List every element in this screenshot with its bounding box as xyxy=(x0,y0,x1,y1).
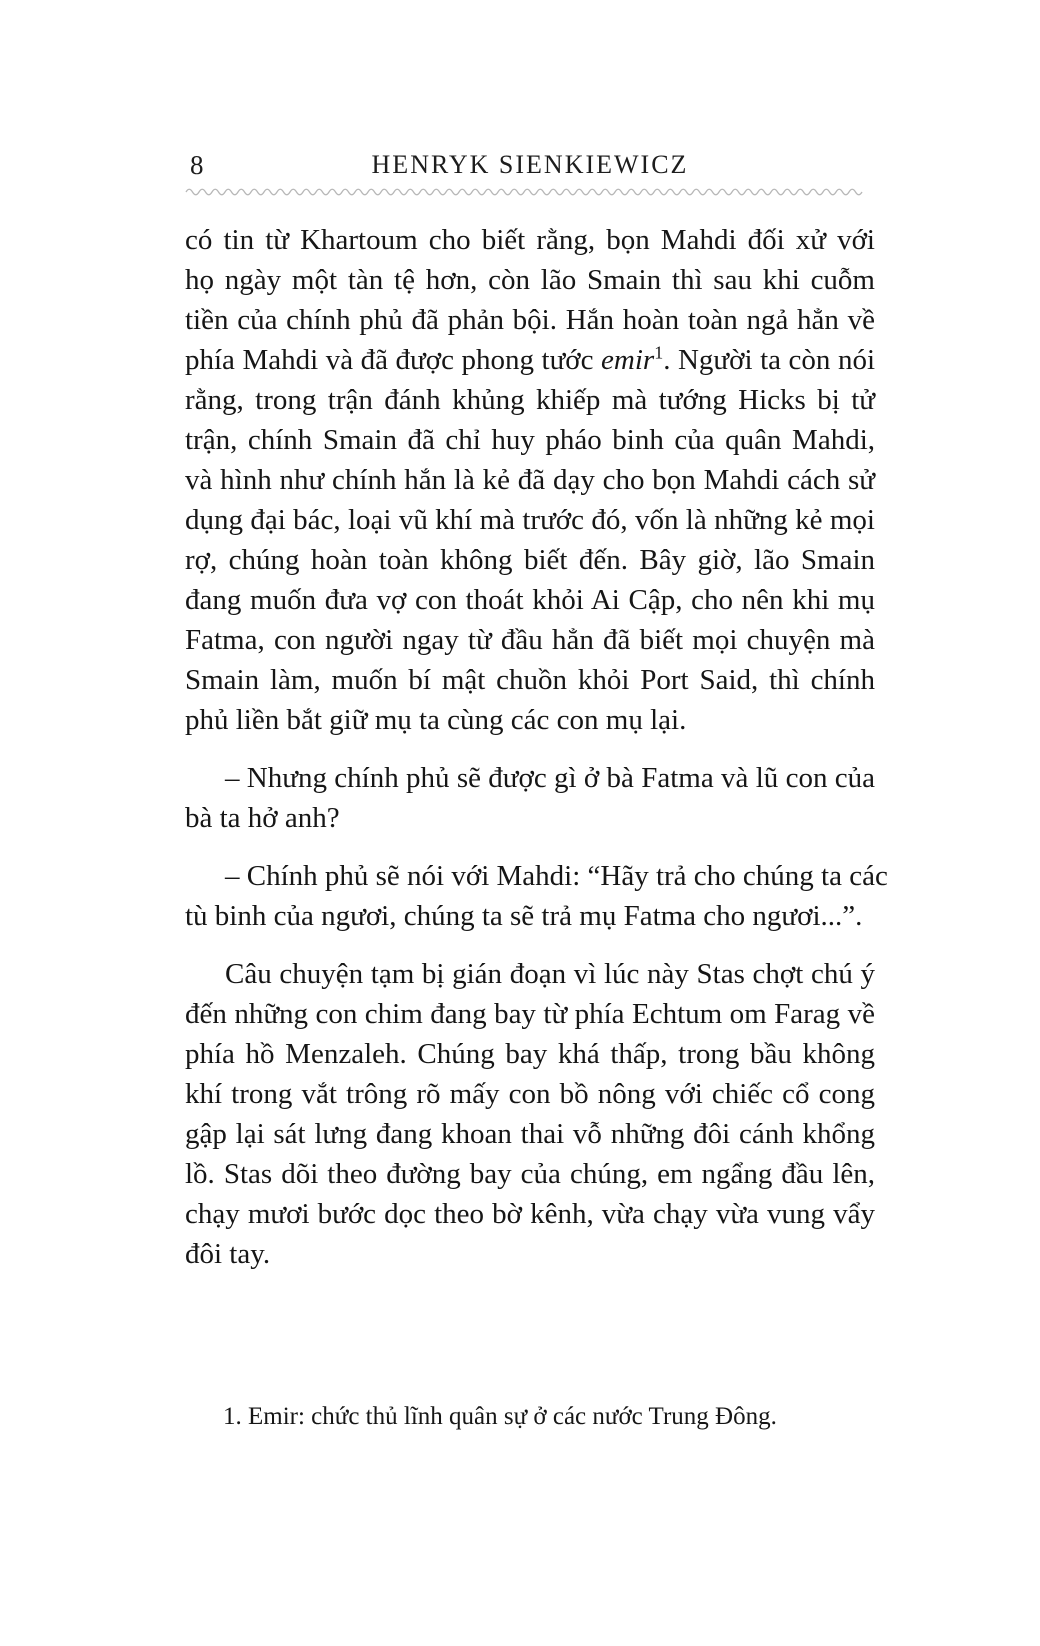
text-line: đến những con chim đang bay từ phía Echtum om Farag về xyxy=(185,998,875,1030)
wavy-divider-rule xyxy=(185,186,863,198)
text-line: đôi tay. xyxy=(185,1238,271,1270)
text-line: Fatma, con người ngay từ đầu hẳn đã biết mọi chuyện mà xyxy=(185,624,875,656)
text-line: gập lại sát lưng đang khoan thai vỗ những đôi cánh khổng xyxy=(185,1118,875,1150)
text-line: Câu chuyện tạm bị gián đoạn vì lúc này Stas chợt chú ý xyxy=(225,958,875,990)
paragraph xyxy=(185,220,875,740)
text-line: dụng đại bác, loại vũ khí mà trước đó, vốn là những kẻ mọi xyxy=(185,504,875,536)
running-head: HENRYK SIENKIEWICZ xyxy=(371,150,689,179)
paragraph xyxy=(185,758,875,838)
text-line: tiền của chính phủ đã phản bội. Hắn hoàn toàn ngả hẳn về xyxy=(185,304,875,336)
text-line: – Nhưng chính phủ sẽ được gì ở bà Fatma và lũ con của xyxy=(225,762,875,794)
text-line: khí trong vắt trông rõ mấy con bồ nông với chiếc cổ cong xyxy=(185,1078,875,1110)
page-number: 8 xyxy=(190,150,204,180)
text-line: phía Mahdi và đã được phong tước emir$^1$. Người ta còn nói xyxy=(185,342,876,376)
text-line: có tin từ Khartoum cho biết rằng, bọn Mahdi đối xử với xyxy=(185,224,875,256)
footnote-text: 1. Emir: chức thủ lĩnh quân sự ở các nước Trung Đông. xyxy=(223,1403,777,1430)
paragraph xyxy=(185,954,875,1274)
page-header xyxy=(185,148,875,182)
text-line: Smain làm, muốn bí mật chuồn khỏi Port Said, thì chính xyxy=(185,664,875,696)
text-line: trận, chính Smain đã chỉ huy pháo binh của quân Mahdi, xyxy=(185,424,875,456)
text-line: – Chính phủ sẽ nói với Mahdi: “Hãy trả cho chúng ta các xyxy=(225,860,888,892)
text-line: tù binh của ngươi, chúng ta sẽ trả mụ Fatma cho ngươi...”. xyxy=(185,900,863,932)
text-line: đang muốn đưa vợ con thoát khỏi Ai Cập, cho nên khi mụ xyxy=(185,584,875,616)
text-line: lồ. Stas dõi theo đường bay của chúng, em ngẩng đầu lên, xyxy=(185,1158,875,1190)
text-line: rợ, chúng hoàn toàn không biết đến. Bây giờ, lão Smain xyxy=(185,544,875,576)
text-line: phía hồ Menzaleh. Chúng bay khá thấp, trong bầu không xyxy=(185,1038,875,1070)
text-line: họ ngày một tàn tệ hơn, còn lão Smain thì sau khi cuỗm xyxy=(185,264,875,296)
text-line: và hình như chính hắn là kẻ đã dạy cho bọn Mahdi cách sử xyxy=(185,464,875,496)
text-line: chạy mươi bước dọc theo bờ kênh, vừa chạy vừa vung vẩy xyxy=(185,1198,875,1230)
paragraph xyxy=(185,856,888,936)
footnote xyxy=(185,1400,875,1434)
body-text xyxy=(185,220,888,1292)
text-line: bà ta hở anh? xyxy=(185,802,340,834)
text-line: phủ liền bắt giữ mụ ta cùng các con mụ lại. xyxy=(185,704,687,736)
text-line: rằng, trong trận đánh khủng khiếp mà tướng Hicks bị tử xyxy=(185,384,875,416)
